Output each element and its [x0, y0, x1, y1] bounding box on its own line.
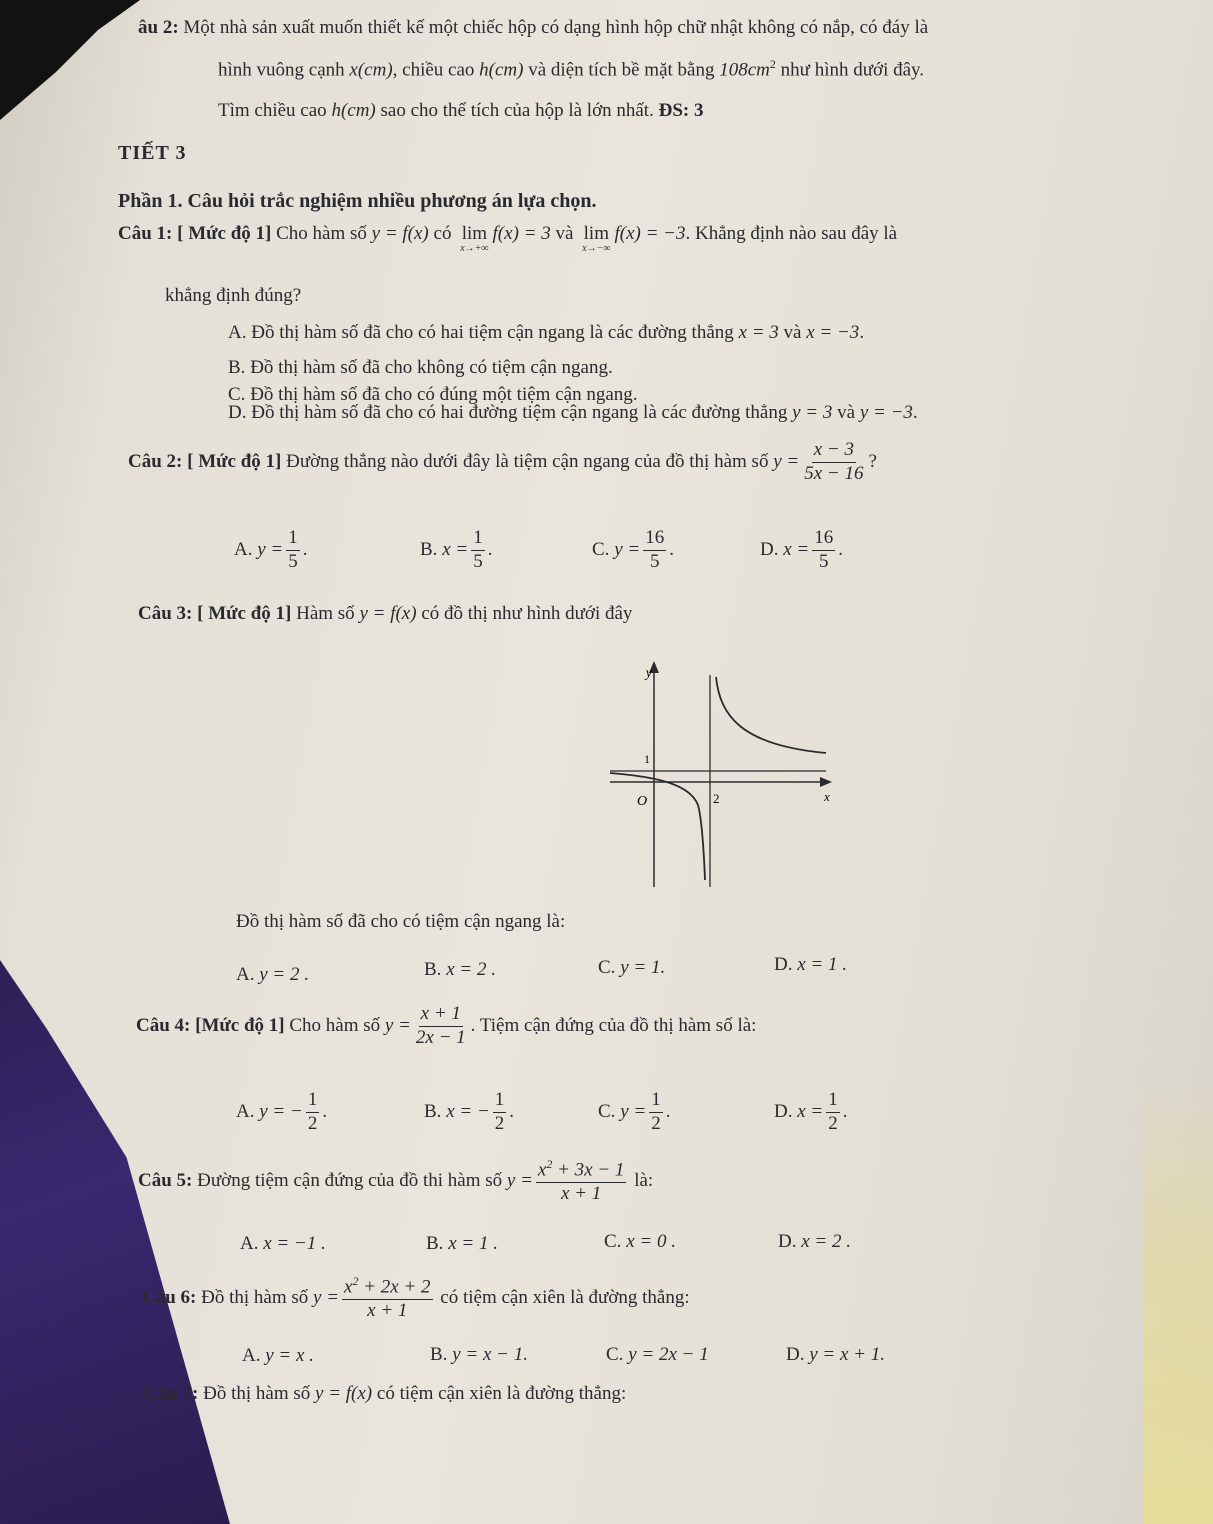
text: .: [669, 538, 674, 560]
function-graph: [590, 655, 850, 895]
fraction: [306, 1090, 320, 1135]
prev-question-line-1: [138, 18, 928, 39]
q2-option-b[interactable]: [420, 528, 492, 573]
y-axis-label: y: [645, 666, 652, 681]
num-rest: + 2x + 2: [358, 1276, 431, 1298]
q3-option-b[interactable]: [424, 960, 496, 981]
question-label: Câu 5:: [138, 1169, 193, 1191]
numerator: x − 3: [812, 440, 856, 463]
option-text: Đồ thị hàm số đã cho có đúng một tiệm cận ngang.: [250, 384, 638, 405]
text: sao cho thể tích của hộp là lớn nhất.: [375, 100, 659, 121]
question-3-prompt: Đồ thị hàm số đã cho có tiệm cận ngang là:: [236, 911, 566, 932]
q4-option-b[interactable]: [424, 1090, 514, 1135]
denominator: 2: [307, 1112, 318, 1134]
option-label: B.: [228, 357, 251, 378]
option-label: D.: [228, 402, 252, 423]
math-area: 108cm: [719, 59, 770, 81]
option-text: Đồ thị hàm số đã cho có hai tiệm cận ngang là các đường thẳng: [251, 322, 739, 343]
text: hình vuông cạnh: [218, 59, 350, 81]
option-label: C.: [598, 957, 616, 978]
q3-option-d[interactable]: [774, 955, 847, 976]
num-rest: + 3x − 1: [552, 1159, 625, 1181]
question-label: Câu 1: [ Mức độ 1]: [118, 223, 272, 244]
q4-option-a[interactable]: [236, 1090, 327, 1135]
option-math: y = x − 1.: [452, 1344, 528, 1365]
q4-option-d[interactable]: [774, 1090, 848, 1135]
q5-option-b[interactable]: [426, 1234, 498, 1255]
math: y =: [384, 1014, 411, 1036]
math: y = 3: [792, 402, 833, 423]
text: Đường tiệm cận đứng của đồ thi hàm số: [192, 1169, 507, 1191]
text: . Khẳng định nào sau đây là: [685, 223, 898, 244]
math: x =: [783, 538, 810, 560]
text: .: [302, 538, 308, 560]
text: có tiệm cận xiên là đường thẳng:: [372, 1383, 627, 1404]
text: . Tiệm cận đứng của đồ thị hàm số là:: [470, 1014, 757, 1036]
denominator: 5: [473, 550, 483, 572]
fraction: [493, 1090, 507, 1135]
option-label: C.: [592, 538, 610, 560]
text: và diện tích bề mặt bằng: [523, 59, 720, 81]
numerator: 1: [286, 528, 300, 551]
text: ?: [868, 450, 877, 472]
fraction: [286, 528, 300, 573]
num-base: x: [344, 1276, 353, 1298]
option-label: B.: [430, 1344, 448, 1365]
denominator: 5x − 16: [804, 462, 864, 484]
option-math: x = −1 .: [263, 1233, 326, 1254]
fraction: [536, 1158, 627, 1205]
option-label: B.: [424, 1100, 442, 1122]
text: .: [912, 402, 918, 423]
denominator: 2: [651, 1112, 661, 1134]
text: có đồ thị như hình dưới đây: [416, 603, 633, 624]
fraction: [471, 528, 485, 573]
origin-label: O: [637, 794, 648, 809]
x-axis-arrow: [820, 777, 832, 787]
curve-left-branch: [610, 773, 705, 880]
option-label: C.: [598, 1100, 616, 1122]
text: Hàm số: [291, 603, 360, 624]
question-7: [144, 1384, 626, 1405]
fraction: [802, 440, 865, 485]
question-label: Câu 7:: [144, 1383, 199, 1404]
num-base: x: [537, 1159, 547, 1181]
denominator: 5: [288, 550, 298, 572]
option-math: y = x + 1.: [809, 1344, 885, 1365]
denominator: 5: [819, 550, 829, 572]
question-label: Câu 3: [ Mức độ 1]: [138, 603, 292, 624]
q4-option-c[interactable]: [598, 1090, 670, 1135]
q2-option-d[interactable]: [760, 528, 843, 573]
q6-option-a[interactable]: [242, 1346, 314, 1367]
prev-answer: ĐS: 3: [658, 100, 704, 121]
curve-right-branch: [716, 677, 826, 753]
math: y = f(x): [371, 223, 429, 244]
fraction: [649, 1090, 663, 1135]
q1-option-a[interactable]: [228, 323, 864, 344]
option-label: A.: [236, 1100, 255, 1122]
text: có: [428, 223, 457, 244]
limit-plus-inf: [460, 224, 488, 254]
math: y =: [257, 538, 284, 560]
math: y =: [313, 1286, 340, 1308]
text: và: [550, 223, 579, 244]
math: y = −: [259, 1100, 303, 1122]
math: y = −3: [859, 402, 913, 423]
numerator: [342, 1275, 433, 1300]
math-exp: 2: [769, 57, 776, 71]
text: Đường thẳng nào dưới đây là tiệm cận ngang của đồ thị hàm số: [281, 450, 774, 472]
q3-option-a[interactable]: [236, 965, 309, 986]
option-label: B.: [426, 1233, 444, 1254]
numerator: 1: [649, 1090, 663, 1113]
option-label: A.: [242, 1345, 261, 1366]
denominator: 2x − 1: [415, 1026, 466, 1048]
numerator: 1: [826, 1090, 840, 1113]
q6-option-c[interactable]: [606, 1345, 709, 1366]
text: có tiệm cận xiên là đường thẳng:: [435, 1286, 690, 1308]
option-text: Đồ thị hàm số đã cho không có tiệm cận ngang.: [250, 357, 613, 378]
math: f(x) = −3: [614, 223, 686, 244]
math: x = 3: [738, 322, 779, 343]
lim: lim: [461, 223, 488, 244]
text: và: [832, 402, 860, 423]
q5-option-d[interactable]: [778, 1232, 851, 1253]
numerator: [536, 1158, 627, 1183]
math: y =: [773, 450, 800, 472]
text: như hình dưới đây.: [775, 59, 925, 81]
math: x =: [797, 1100, 824, 1122]
x-axis-label: x: [824, 789, 830, 804]
question-label: Câu 4: [Mức độ 1]: [136, 1014, 285, 1036]
math: x =: [442, 538, 469, 560]
text: .: [838, 538, 843, 560]
text: Đồ thị hàm số: [196, 1286, 314, 1308]
text: Đồ thị hàm số: [198, 1383, 316, 1404]
q1-option-d[interactable]: [228, 403, 918, 424]
lim: lim: [583, 223, 609, 244]
option-label: A.: [240, 1233, 259, 1254]
text: là:: [629, 1169, 654, 1191]
math: x = −3: [806, 322, 860, 343]
prev-question-line-2: [218, 58, 924, 81]
denominator: 5: [649, 550, 660, 572]
text: .: [509, 1100, 515, 1122]
tick-label-x-2: 2: [713, 791, 720, 806]
option-label: C.: [606, 1344, 624, 1365]
text: .: [859, 322, 865, 343]
fraction: [643, 528, 666, 573]
numerator: 1: [493, 1090, 507, 1113]
option-label: B.: [424, 959, 442, 980]
math-h: h(cm): [331, 100, 376, 121]
question-3: [138, 604, 632, 625]
math: f(x) = 3: [492, 223, 551, 244]
text: .: [665, 1100, 671, 1122]
q2-option-c[interactable]: [592, 528, 674, 573]
text: .: [322, 1100, 328, 1122]
math: y =: [620, 1100, 647, 1122]
option-math: y = 1.: [620, 957, 666, 978]
math: x = −: [446, 1100, 490, 1122]
denominator: 2: [828, 1112, 838, 1134]
math: y =: [506, 1169, 533, 1191]
text: Cho hàm số: [271, 223, 372, 244]
q5-option-a[interactable]: [240, 1234, 326, 1255]
option-label: A.: [228, 322, 252, 343]
option-math: y = 2 .: [259, 964, 309, 985]
option-label: D.: [786, 1344, 805, 1365]
q2-option-a[interactable]: [234, 528, 308, 573]
text: Cho hàm số: [284, 1014, 385, 1036]
desk-surface: [1143, 1080, 1213, 1524]
numerator: 1: [306, 1090, 320, 1113]
q6-option-d[interactable]: [786, 1345, 885, 1366]
denominator: 2: [494, 1112, 505, 1134]
math-h: h(cm): [479, 59, 524, 81]
option-math: x = 1 .: [797, 954, 847, 975]
math: y =: [614, 538, 641, 560]
option-label: A.: [236, 964, 255, 985]
numerator: 16: [812, 528, 835, 551]
num-exp: 2: [546, 1157, 553, 1171]
question-6: [142, 1275, 690, 1322]
question-4: [136, 1004, 756, 1049]
math: y = f(x): [315, 1383, 373, 1404]
numerator: x + 1: [419, 1004, 463, 1027]
option-label: C.: [228, 384, 251, 405]
option-label: D.: [778, 1231, 797, 1252]
option-label: D.: [774, 1100, 793, 1122]
option-math: x = 2 .: [446, 959, 496, 980]
option-math: y = x .: [265, 1345, 314, 1366]
option-text: Đồ thị hàm số đã cho có hai đường tiệm cận ngang là các đường thẳng: [251, 402, 793, 423]
lim-sub: x→+∞: [460, 242, 489, 254]
question-2: [128, 440, 877, 485]
fraction: [826, 1090, 840, 1135]
denominator: x + 1: [367, 1300, 408, 1322]
text: .: [487, 538, 493, 560]
q3-option-c[interactable]: [598, 958, 665, 979]
question-5: [138, 1158, 653, 1205]
section-heading: TIẾT 3: [118, 142, 187, 164]
lim-sub: x→−∞: [582, 242, 611, 254]
option-math: x = 2 .: [801, 1231, 851, 1252]
question-label: Câu 2: [ Mức độ 1]: [128, 450, 282, 472]
limit-minus-inf: [582, 224, 610, 254]
option-label: D.: [760, 538, 779, 560]
part-heading: Phần 1. Câu hỏi trắc nghiệm nhiều phương án lựa chọn.: [118, 190, 597, 212]
question-1-cont: khẳng định đúng?: [165, 285, 302, 306]
text: Tìm chiều cao: [218, 100, 332, 121]
option-math: x = 0 .: [626, 1231, 676, 1252]
tick-label-y-1: 1: [644, 752, 650, 766]
text: , chiều cao: [392, 59, 480, 81]
q5-option-c[interactable]: [604, 1232, 676, 1253]
text: và: [778, 322, 807, 343]
q1-option-b[interactable]: [228, 358, 613, 379]
prev-question-text-1: Một nhà sản xuất muốn thiết kế một chiếc hộp có dạng hình hộp chữ nhật không có nắp, có đáy là: [183, 17, 929, 38]
option-math: x = 1 .: [448, 1233, 498, 1254]
numerator: 1: [471, 528, 485, 551]
option-math: y = 2x − 1: [628, 1344, 709, 1365]
option-label: A.: [234, 538, 253, 560]
fraction: [342, 1275, 433, 1322]
text: .: [842, 1100, 848, 1122]
math: y = f(x): [359, 603, 417, 624]
num-exp: 2: [352, 1274, 359, 1288]
question-label: Câu 6:: [142, 1286, 197, 1308]
prev-question-line-3: [218, 101, 703, 122]
option-label: C.: [604, 1231, 622, 1252]
math-x: x(cm): [349, 59, 393, 81]
denominator: x + 1: [561, 1183, 602, 1205]
numerator: 16: [643, 528, 666, 551]
option-label: D.: [774, 954, 793, 975]
prev-question-label: âu 2:: [138, 17, 184, 38]
option-label: B.: [420, 538, 438, 560]
q6-option-b[interactable]: [430, 1345, 528, 1366]
fraction: [812, 528, 835, 573]
fraction: [414, 1004, 468, 1049]
question-1: [118, 224, 897, 254]
